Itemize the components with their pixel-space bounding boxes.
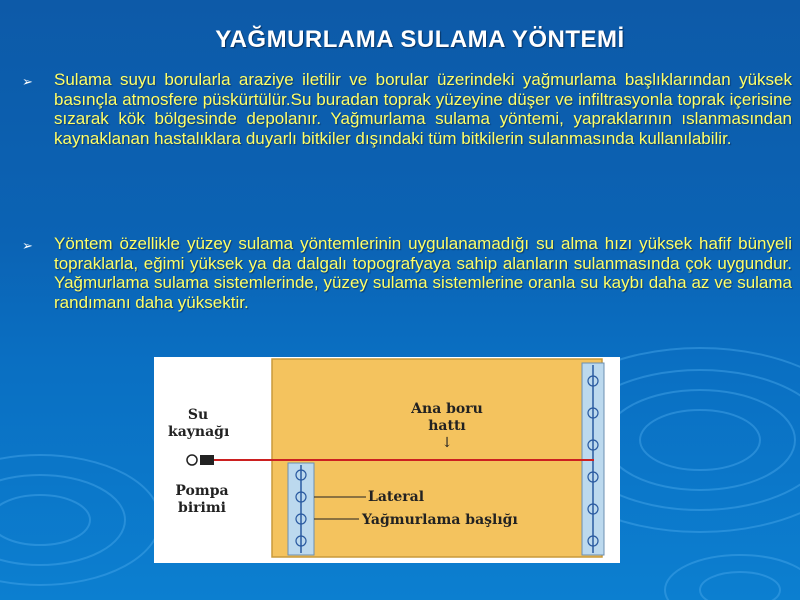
arrow-bullet-icon: ➢ bbox=[22, 74, 33, 89]
slide-title: YAĞMURLAMA SULAMA YÖNTEMİ bbox=[215, 26, 625, 53]
bullet-item-1 bbox=[22, 70, 792, 148]
pump-unit-label: Pompa birimi bbox=[175, 483, 229, 516]
sprinkler-system-diagram bbox=[154, 357, 620, 563]
bullet-text-1: Sulama suyu borularla araziye iletilir ve borular üzerindeki yağmurlama başlıklarından yüksek basınçla atmosfere püskürtülür.Su buradan toprak yüzeyine düşer ve infiltrasyonla toprak içerisine sızarak kök bölgesinde depolanır. Yağmurlama sulama yöntemi, yapraklarının ıslanmasından kaynaklanan hastalıklara duyarlı bitkiler dışındaki tüm bitkilerin sulanmasında kullanılabilir. bbox=[54, 70, 792, 148]
lateral-label: Lateral bbox=[368, 489, 425, 505]
arrow-bullet-icon: ➢ bbox=[22, 238, 33, 253]
down-arrow-icon: ↓ bbox=[441, 435, 453, 451]
pump-icon bbox=[187, 455, 197, 465]
main-pipe-label: Ana boru hattı ↓ bbox=[402, 401, 492, 452]
sprinkler-head-label: Yağmurlama başlığı bbox=[362, 512, 518, 528]
bullet-item-2 bbox=[22, 234, 792, 312]
water-source-label: Su kaynağı bbox=[168, 407, 230, 440]
bullet-text-2: Yöntem özellikle yüzey sulama yöntemlerinin uygulanamadığı su alma hızı yüksek hafif bünyeli topraklarla, eğimi yüksek ya da dalgalı topografyaya sahip alanların sulanmasında çok uygundur. Yağmurlama sulama sistemlerinde, yüzey sulama sistemlerine oranla su kaybı daha az ve sulama randımanı daha yüksektir. bbox=[54, 234, 792, 312]
